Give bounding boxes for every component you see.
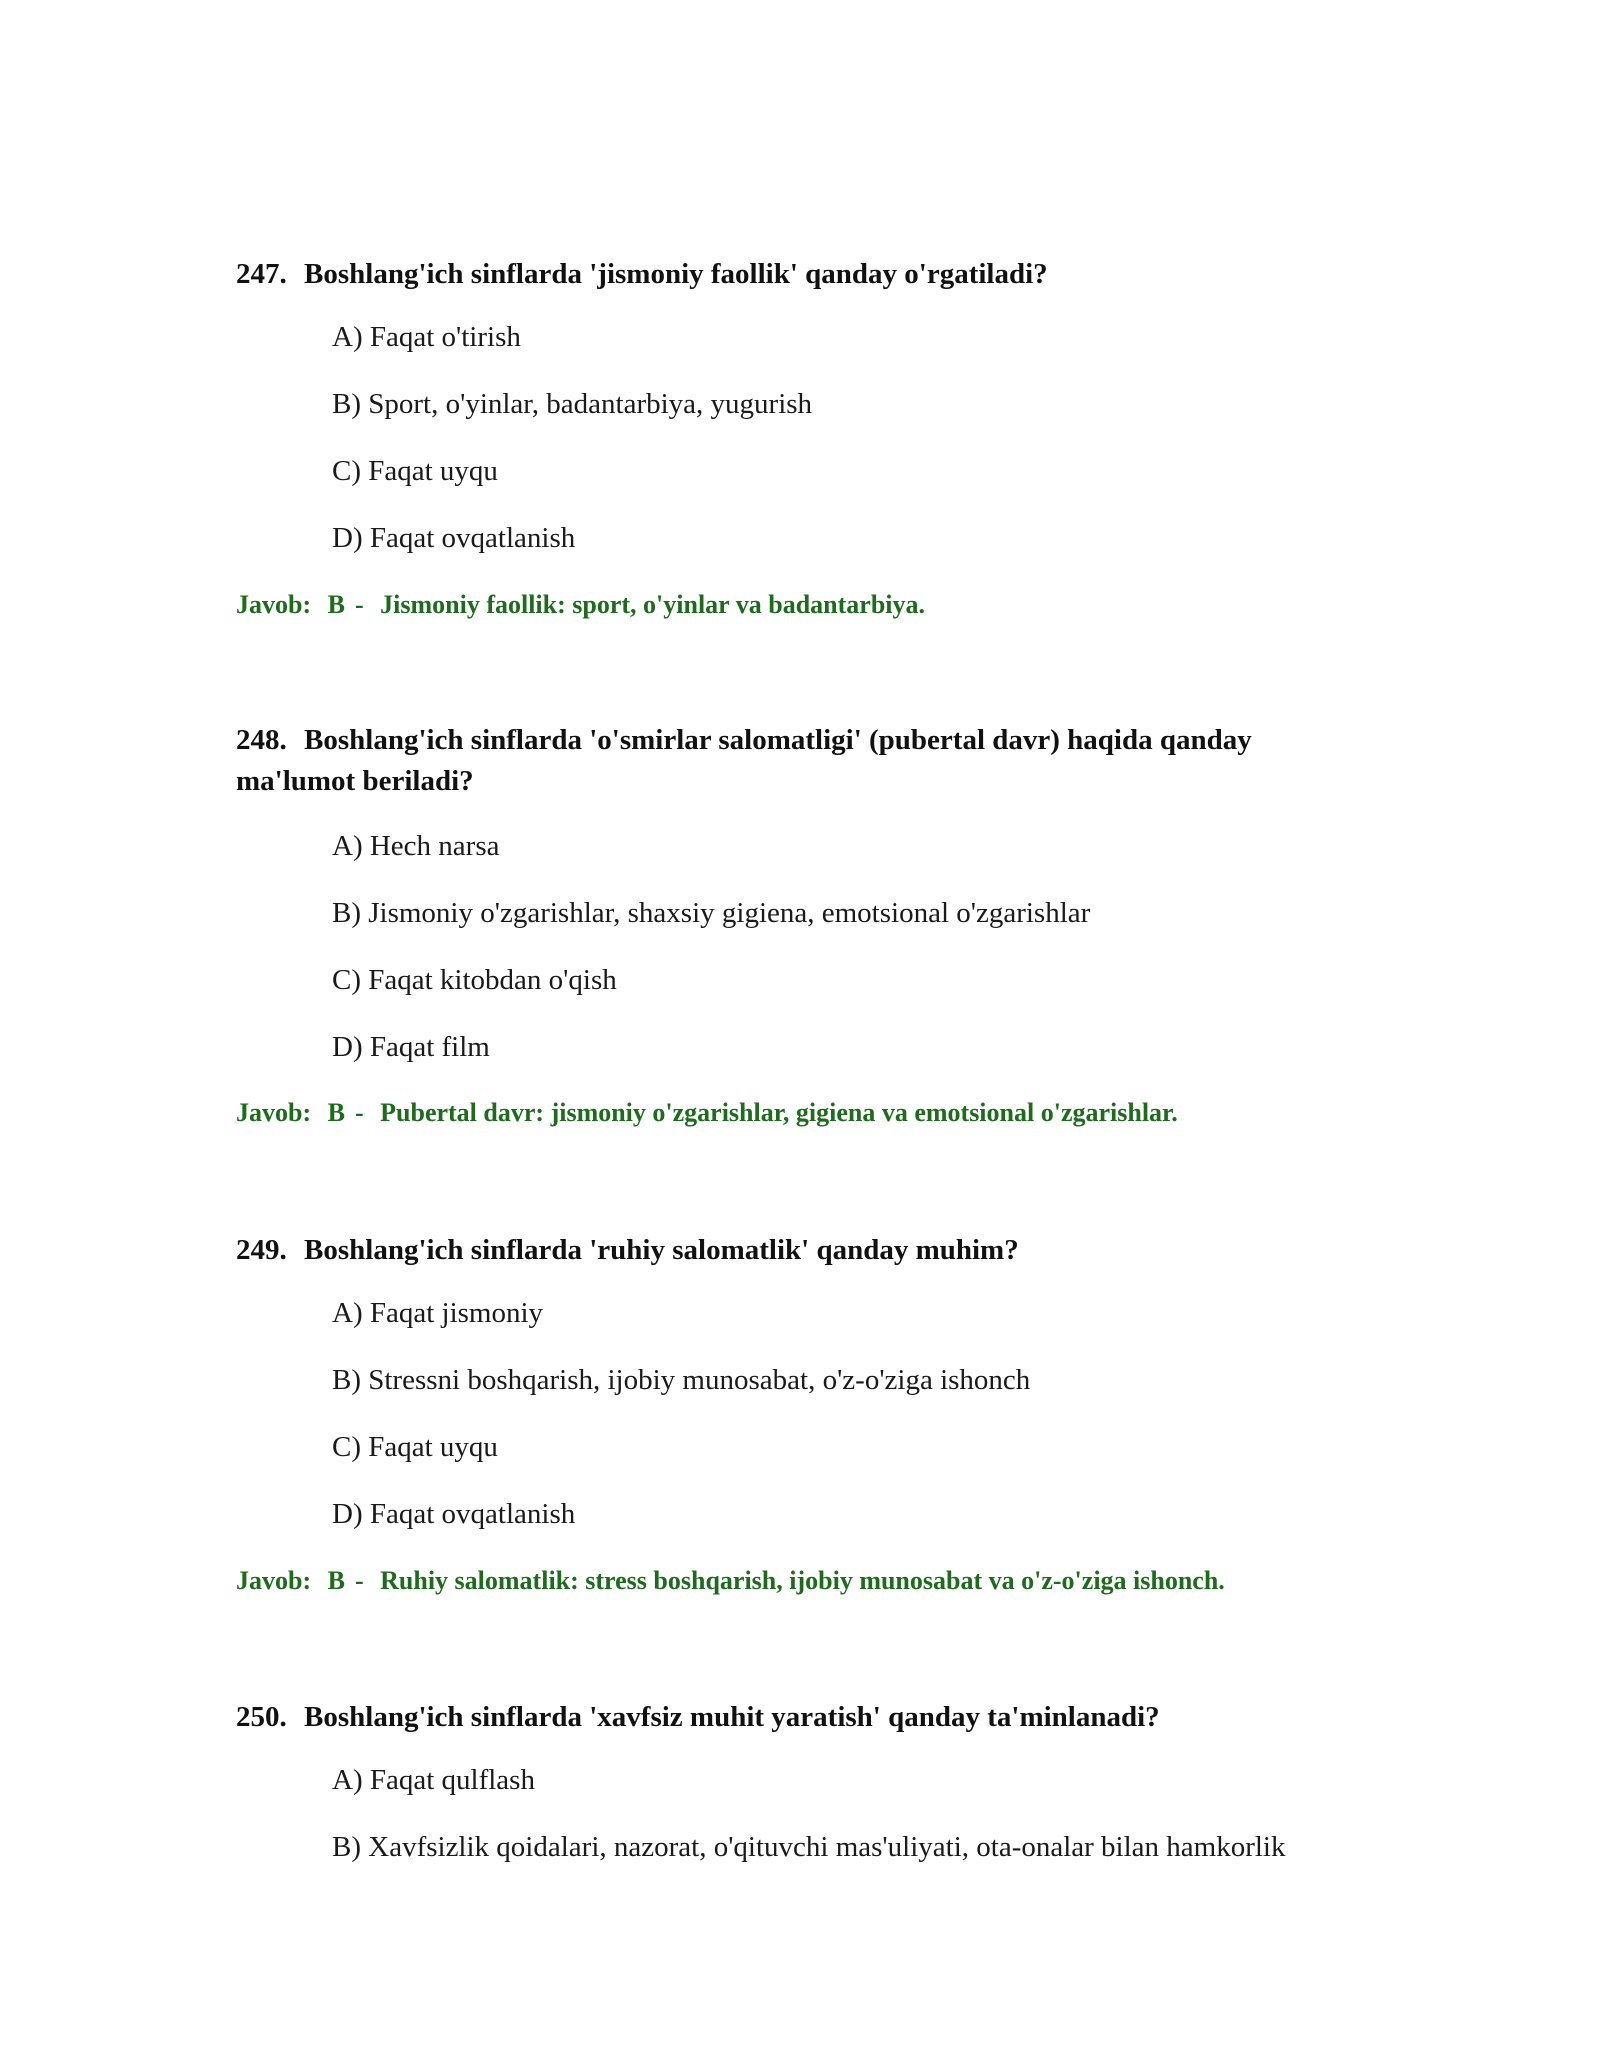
question-title: [236, 720, 1376, 802]
answer-dash: -: [354, 590, 364, 619]
question-number: 249.: [236, 1234, 287, 1266]
answer-letter: B: [327, 590, 345, 619]
question-text: Boshlang'ich sinflarda 'xavfsiz muhit yaratish' qanday ta'minlanadi?: [304, 1701, 1160, 1733]
option-a: A) Faqat o'tirish: [332, 321, 521, 353]
answer-explanation: Pubertal davr: jismoniy o'zgarishlar, gigiena va emotsional o'zgarishlar.: [380, 1098, 1178, 1127]
answer-label: Javob:: [236, 1566, 312, 1595]
option-b: B) Xavfsizlik qoidalari, nazorat, o'qituvchi mas'uliyati, ota-onalar bilan hamkorlik: [332, 1831, 1286, 1863]
question-247: [236, 254, 1376, 619]
option-d: D) Faqat ovqatlanish: [332, 522, 576, 554]
question-249: [236, 1230, 1376, 1595]
option-a: A) Faqat qulflash: [332, 1764, 535, 1796]
answer-letter: B: [327, 1098, 345, 1127]
option-c: C) Faqat uyqu: [332, 1431, 498, 1463]
question-text: Boshlang'ich sinflarda 'jismoniy faollik' qanday o'rgatiladi?: [304, 258, 1048, 290]
question-title: [236, 254, 1376, 295]
question-number: 250.: [236, 1701, 287, 1733]
answer-label: Javob:: [236, 590, 312, 619]
question-248: [236, 720, 1376, 1127]
option-d: D) Faqat film: [332, 1031, 490, 1063]
question-text: Boshlang'ich sinflarda 'ruhiy salomatlik' qanday muhim?: [304, 1234, 1019, 1266]
answer-line: [236, 588, 935, 622]
question-title: [236, 1697, 1376, 1738]
option-c: C) Faqat uyqu: [332, 455, 498, 487]
option-b: B) Jismoniy o'zgarishlar, shaxsiy gigiena, emotsional o'zgarishlar: [332, 897, 1091, 929]
question-title: [236, 1230, 1376, 1271]
answer-dash: -: [354, 1566, 364, 1595]
option-b: B) Sport, o'yinlar, badantarbiya, yugurish: [332, 388, 813, 420]
answer-explanation: Jismoniy faollik: sport, o'yinlar va badantarbiya.: [380, 590, 926, 619]
answer-line: [236, 1096, 1188, 1130]
question-number: 247.: [236, 258, 287, 290]
answer-explanation: Ruhiy salomatlik: stress boshqarish, ijobiy munosabat va o'z-o'ziga ishonch.: [380, 1566, 1225, 1595]
option-c: C) Faqat kitobdan o'qish: [332, 964, 617, 996]
question-text: Boshlang'ich sinflarda 'o'smirlar salomatligi' (pubertal davr) haqida qanday ma'lumot beriladi?: [236, 724, 1252, 797]
answer-letter: B: [327, 1566, 345, 1595]
question-number: 248.: [236, 724, 287, 756]
option-b: B) Stressni boshqarish, ijobiy munosabat, o'z-o'ziga ishonch: [332, 1364, 1031, 1396]
answer-dash: -: [354, 1098, 364, 1127]
option-a: A) Faqat jismoniy: [332, 1297, 544, 1329]
answer-label: Javob:: [236, 1098, 312, 1127]
answer-line: [236, 1564, 1235, 1598]
option-a: A) Hech narsa: [332, 830, 500, 862]
question-250: [236, 1697, 1376, 1863]
option-d: D) Faqat ovqatlanish: [332, 1498, 576, 1530]
